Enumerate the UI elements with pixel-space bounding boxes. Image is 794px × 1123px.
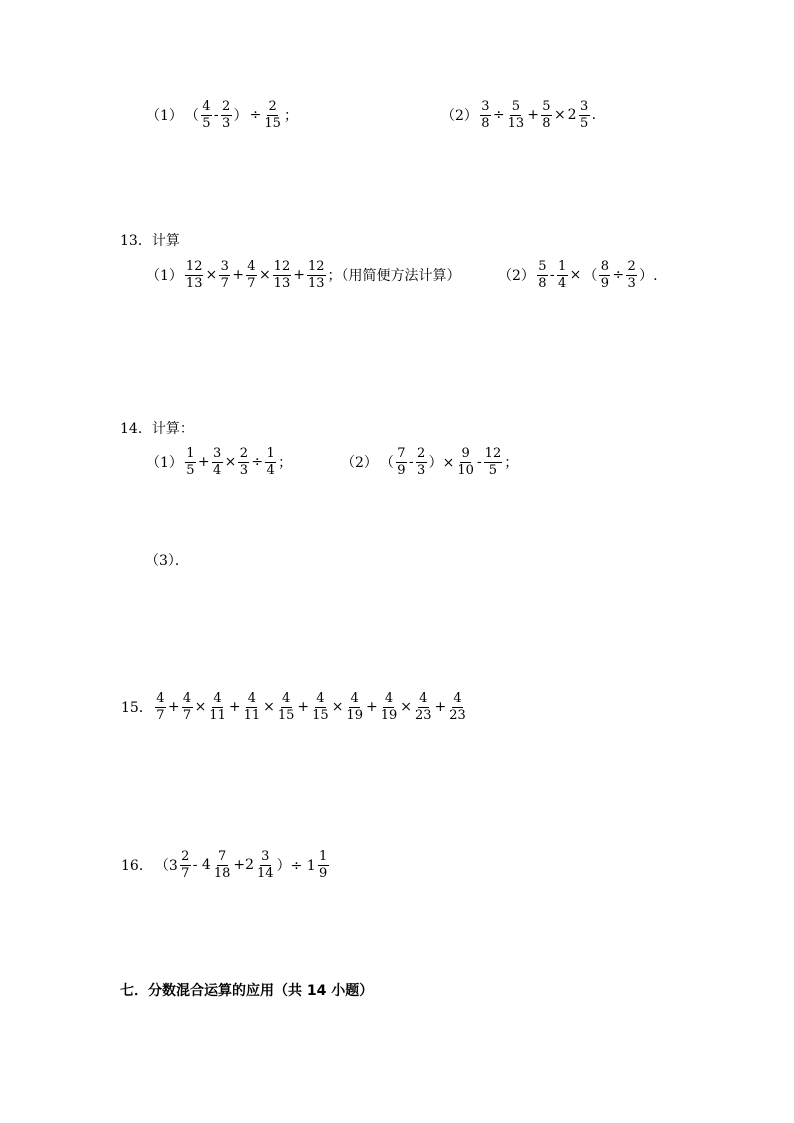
operator: × [258, 267, 271, 284]
fraction: $\frac{4}{23}$ [449, 691, 466, 723]
fraction: $\frac{4}{5}$ [202, 99, 211, 131]
p13-2-label: （2） [498, 268, 535, 285]
paren-close: ） [233, 108, 248, 125]
p15-label: 15． [121, 700, 153, 717]
operator: + [232, 267, 244, 284]
operator: ÷ [492, 107, 505, 124]
fraction: $\frac{1}{4}$ [266, 446, 275, 478]
fraction: $\frac{4}{7}$ [156, 691, 165, 723]
p12-part2 [440, 100, 597, 130]
operator-mixed-whole: ）÷ 1 [276, 858, 316, 875]
operator: + [527, 107, 539, 124]
paren-close: ）. [639, 268, 658, 285]
fraction: $\frac{5}{13}$ [507, 99, 525, 131]
whole-number: 2 [567, 107, 577, 124]
operator: ÷ [249, 107, 262, 124]
operator-mixed-whole: - 4 [192, 857, 211, 874]
operator: × [194, 699, 207, 716]
fraction: $\frac{1}{5}$ [186, 446, 195, 478]
operator: - [408, 454, 414, 471]
fraction: $\frac{4}{15}$ [277, 691, 295, 723]
p14-part3: （3）． [145, 553, 189, 569]
operator: × [400, 699, 412, 716]
operator: ÷ [251, 454, 264, 471]
operator: × [331, 699, 344, 716]
fraction: $\frac{4}{11}$ [243, 691, 261, 723]
p14-part1 [145, 447, 293, 477]
fraction: $\frac{12}{13}$ [185, 259, 203, 291]
fraction: $\frac{4}{23}$ [414, 691, 432, 723]
operator: ÷ [612, 267, 625, 284]
fraction: $\frac{4}{19}$ [346, 691, 363, 723]
punct: . [591, 107, 597, 124]
operator: + [167, 699, 180, 716]
fraction: $\frac{2}{3}$ [627, 259, 636, 291]
fraction: $\frac{12}{13}$ [307, 259, 325, 291]
operator: × [553, 107, 566, 124]
fraction: $\frac{5}{8}$ [538, 259, 547, 291]
fraction: $\frac{4}{19}$ [380, 691, 398, 723]
paren-open: （ [583, 268, 598, 285]
p13-part1 [145, 260, 462, 290]
fraction: $\frac{2}{7}$ [181, 849, 190, 881]
operator: × [205, 267, 218, 284]
fraction: $\frac{7}{9}$ [397, 446, 406, 478]
operator: - [213, 107, 219, 124]
p12-2-label: （2） [441, 108, 478, 125]
fraction: $\frac{3}{14}$ [257, 849, 274, 881]
fraction: $\frac{1}{4}$ [558, 259, 567, 291]
operator: - [549, 267, 555, 284]
fraction: $\frac{12}{13}$ [273, 259, 291, 291]
section-heading: 七．分数混合运算的应用（共 14 小题） [120, 983, 374, 999]
operator: × [263, 699, 275, 716]
fraction: $\frac{2}{3}$ [239, 446, 249, 478]
operator-mixed-whole: +2 [233, 857, 255, 874]
punct: ； [283, 108, 298, 125]
fraction: $\frac{3}{5}$ [579, 99, 589, 131]
operator: × [569, 267, 582, 284]
operator: + [297, 699, 310, 716]
fraction: $\frac{4}{7}$ [247, 259, 256, 291]
fraction: $\frac{3}{7}$ [220, 259, 229, 291]
p14-part2 [340, 447, 519, 477]
fraction: $\frac{4}{7}$ [182, 691, 192, 723]
fraction: $\frac{2}{15}$ [264, 99, 281, 131]
operator: + [434, 699, 447, 716]
operator: + [228, 699, 241, 716]
fraction: $\frac{1}{9}$ [319, 849, 328, 881]
fraction: $\frac{4}{15}$ [312, 691, 329, 723]
paren-close-operator: ）× [428, 455, 455, 472]
fraction: $\frac{7}{18}$ [213, 849, 231, 881]
instruction-note: ；（用简便方法计算） [327, 268, 461, 285]
punct: ； [278, 455, 293, 472]
p12-part1 [145, 100, 299, 130]
fraction: $\frac{12}{5}$ [484, 446, 502, 478]
paren-open: （ [184, 108, 199, 125]
paren-open: （ [379, 455, 394, 472]
fraction: $\frac{2}{3}$ [222, 99, 231, 131]
operator: - [476, 454, 482, 471]
p14-2-label: （2） [341, 455, 378, 472]
p16-label: 16． [121, 858, 153, 875]
operator: × [224, 454, 237, 471]
operator: + [197, 454, 210, 471]
p13-1-label: （1） [146, 268, 183, 285]
operator: + [293, 267, 305, 284]
p12-1-label: （1） [146, 108, 183, 125]
p13-part2 [497, 260, 659, 290]
p15-expression [120, 692, 468, 722]
operator: + [365, 699, 378, 716]
fraction: $\frac{9}{10}$ [457, 446, 474, 478]
p14-1-label: （1） [146, 455, 183, 472]
fraction: $\frac{2}{3}$ [417, 446, 426, 478]
p13-heading: 13．计算 [120, 233, 180, 249]
fraction: $\frac{4}{11}$ [209, 691, 226, 723]
fraction: $\frac{3}{4}$ [213, 446, 222, 478]
fraction: $\frac{8}{9}$ [600, 259, 610, 291]
mixed-whole: （3 [154, 858, 178, 875]
fraction: $\frac{5}{8}$ [542, 99, 551, 131]
p16-expression [120, 850, 330, 880]
p14-heading: 14．计算： [120, 421, 194, 437]
punct: ； [504, 455, 519, 472]
fraction: $\frac{3}{8}$ [481, 99, 490, 131]
